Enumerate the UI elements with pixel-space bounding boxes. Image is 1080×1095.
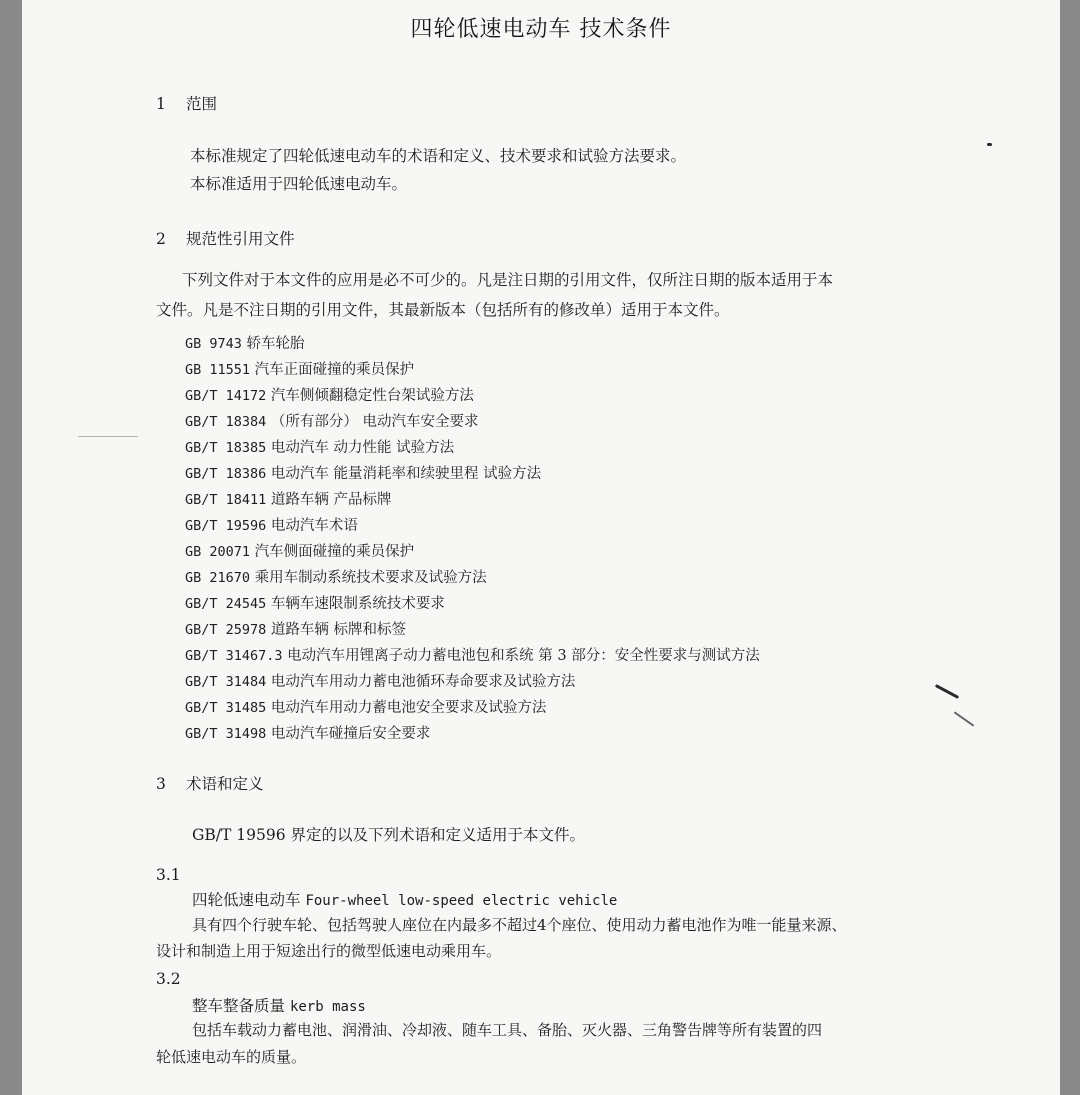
- section-2-heading: [156, 227, 295, 249]
- reference-code: GB/T 31485: [185, 700, 267, 716]
- reference-title: 电动汽车 动力性能 试验方法: [270, 440, 455, 456]
- term-name-cn: 整车整备质量: [192, 997, 286, 1015]
- reference-code: GB 20071: [185, 544, 251, 560]
- reference-item: [185, 696, 546, 717]
- reference-item: [185, 514, 358, 535]
- reference-code: GB/T 19596: [185, 518, 267, 534]
- reference-code: GB/T 31467.3: [185, 648, 283, 664]
- reference-code: GB/T 18411: [185, 492, 267, 508]
- section-title: 术语和定义: [186, 775, 264, 793]
- reference-title: 车辆车速限制系统技术要求: [270, 596, 445, 612]
- section-2-paragraph-line-2: 文件。凡是不注日期的引用文件，其最新版本（包括所有的修改单）适用于本文件。: [156, 301, 730, 319]
- reference-title: 电动汽车 能量消耗率和续驶里程 试验方法: [270, 466, 542, 482]
- section-number: 1: [156, 95, 166, 113]
- section-3-heading: [156, 772, 264, 794]
- document-title: 四轮低速电动车 技术条件: [410, 17, 672, 42]
- reference-code: GB/T 18384: [185, 414, 267, 430]
- reference-title: 电动汽车术语: [270, 518, 358, 534]
- reference-item: [185, 410, 479, 431]
- reference-code: GB/T 24545: [185, 596, 267, 612]
- reference-item: [185, 722, 430, 743]
- term-name-en: Four-wheel low-speed electric vehicle: [305, 893, 618, 909]
- term-3-2-number: 3.2: [156, 970, 181, 988]
- reference-code: GB/T 14172: [185, 388, 267, 404]
- reference-item: [185, 566, 487, 587]
- reference-title: 道路车辆 标牌和标签: [270, 622, 406, 638]
- section-title: 规范性引用文件: [186, 230, 295, 248]
- reference-title: 乘用车制动系统技术要求及试验方法: [254, 570, 487, 586]
- reference-item: [185, 462, 541, 483]
- reference-code: GB 21670: [185, 570, 251, 586]
- reference-title: 汽车侧面碰撞的乘员保护: [254, 544, 415, 560]
- section-1-paragraph-1: 本标准规定了四轮低速电动车的术语和定义、技术要求和试验方法要求。: [190, 147, 687, 165]
- reference-item: [185, 384, 474, 405]
- term-name-en: kerb mass: [289, 999, 366, 1015]
- reference-title: 电动汽车碰撞后安全要求: [270, 726, 431, 742]
- term-3-1-number: 3.1: [156, 866, 181, 884]
- reference-item: [185, 436, 454, 457]
- reference-item: [185, 488, 392, 509]
- section-3-intro: GB/T 19596 界定的以及下列术语和定义适用于本文件。: [192, 826, 585, 844]
- section-number: 2: [156, 230, 166, 248]
- reference-item: [185, 618, 406, 639]
- section-1-heading: [156, 92, 217, 114]
- reference-title: 汽车正面碰撞的乘员保护: [254, 362, 415, 378]
- reference-code: GB/T 25978: [185, 622, 267, 638]
- term-3-2-name: [192, 994, 366, 1016]
- reference-title: 轿车轮胎: [246, 336, 305, 352]
- scan-streak-mark: [78, 436, 138, 437]
- reference-code: GB 9743: [185, 336, 242, 352]
- reference-code: GB/T 31498: [185, 726, 267, 742]
- reference-item: [185, 670, 575, 691]
- term-3-1-definition-line-1: 具有四个行驶车轮、包括驾驶人座位在内最多不超过4个座位、使用动力蓄电池作为唯一能量来源、: [192, 916, 847, 934]
- reference-code: GB/T 18386: [185, 466, 267, 482]
- reference-title: （所有部分） 电动汽车安全要求: [270, 414, 479, 430]
- reference-item: [185, 540, 414, 561]
- term-3-1-name: [192, 888, 617, 910]
- reference-item: [185, 644, 760, 665]
- term-3-2-definition-line-1: 包括车载动力蓄电池、润滑油、冷却液、随车工具、备胎、灭火器、三角警告牌等所有装置的四: [192, 1021, 823, 1039]
- section-1-paragraph-2: 本标准适用于四轮低速电动车。: [190, 175, 408, 193]
- reference-item: [185, 332, 305, 353]
- reference-code: GB 11551: [185, 362, 251, 378]
- reference-code: GB/T 18385: [185, 440, 267, 456]
- scan-smudge-mark: [954, 711, 975, 726]
- scan-dot-mark: [987, 143, 992, 146]
- section-number: 3: [156, 775, 166, 793]
- reference-title: 道路车辆 产品标牌: [270, 492, 392, 508]
- term-3-2-definition-line-2: 轮低速电动车的质量。: [156, 1048, 307, 1066]
- scanned-document-page: [22, 0, 1060, 1095]
- term-3-1-definition-line-2: 设计和制造上用于短途出行的微型低速电动乘用车。: [156, 942, 502, 960]
- reference-item: [185, 358, 414, 379]
- reference-title: 电动汽车用锂离子动力蓄电池包和系统 第 3 部分：安全性要求与测试方法: [287, 648, 760, 664]
- term-name-cn: 四轮低速电动车: [192, 891, 301, 909]
- section-2-paragraph-line-1: 下列文件对于本文件的应用是必不可少的。凡是注日期的引用文件，仅所注日期的版本适用于本: [182, 271, 834, 289]
- reference-item: [185, 592, 445, 613]
- reference-code: GB/T 31484: [185, 674, 267, 690]
- reference-title: 汽车侧倾翻稳定性台架试验方法: [270, 388, 474, 404]
- reference-title: 电动汽车用动力蓄电池安全要求及试验方法: [270, 700, 547, 716]
- scan-smudge-mark: [935, 684, 959, 699]
- section-title: 范围: [186, 95, 218, 113]
- reference-title: 电动汽车用动力蓄电池循环寿命要求及试验方法: [270, 674, 576, 690]
